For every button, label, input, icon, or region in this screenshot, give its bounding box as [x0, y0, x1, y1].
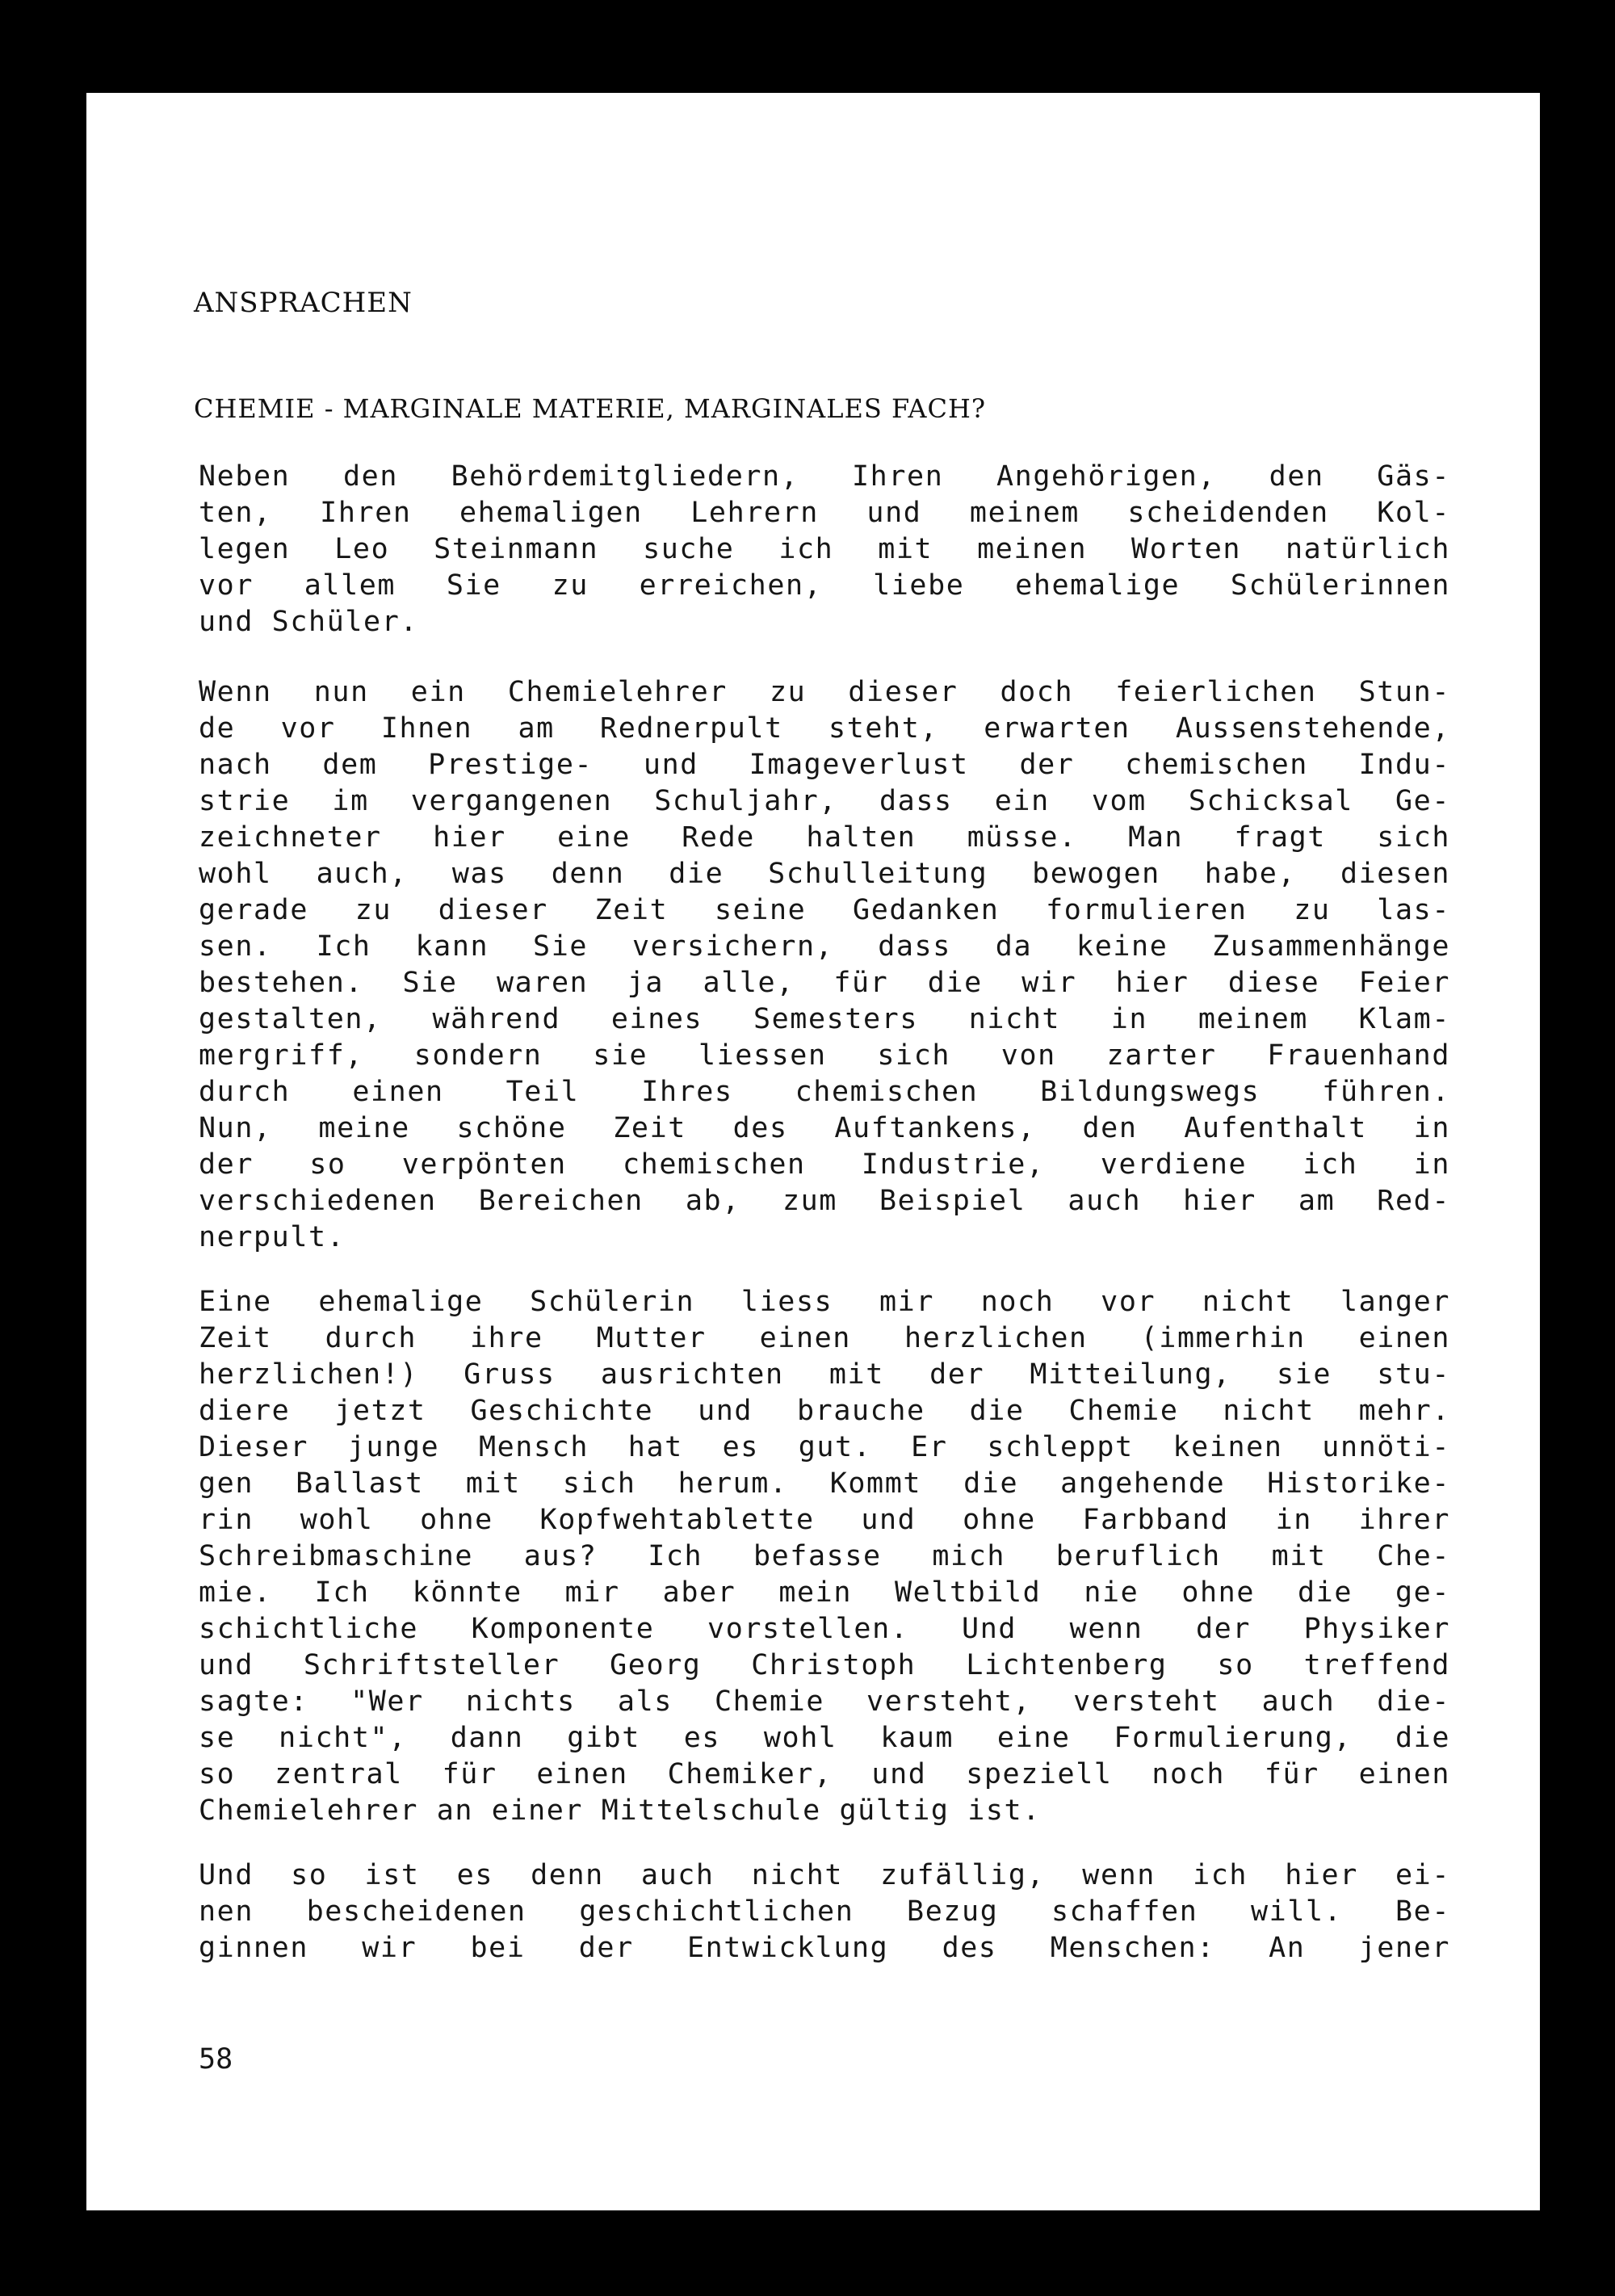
- text-line: Nun, meine schöne Zeit des Auftankens, den Aufenthalt in: [199, 1112, 1450, 1144]
- text-line: ginnen wir bei der Entwicklung des Menschen: An jener: [199, 1932, 1450, 1964]
- text-line: nen bescheidenen geschichtlichen Bezug schaffen will. Be-: [199, 1895, 1450, 1928]
- text-line: nach dem Prestige- und Imageverlust der chemischen Indu-: [199, 749, 1450, 781]
- text-line: gerade zu dieser Zeit seine Gedanken formulieren zu las-: [199, 894, 1450, 926]
- text-line: gestalten, während eines Semesters nicht in meinem Klam-: [199, 1003, 1450, 1035]
- text-line: sen. Ich kann Sie versichern, dass da keine Zusammenhänge: [199, 930, 1450, 963]
- paragraph-1: [199, 459, 1450, 640]
- text-line: de vor Ihnen am Rednerpult steht, erwarten Aussenstehende,: [199, 712, 1450, 745]
- text-line: und Schüler.: [199, 606, 419, 638]
- text-line: mie. Ich könnte mir aber mein Weltbild nie ohne die ge-: [199, 1576, 1450, 1609]
- text-line: Eine ehemalige Schülerin liess mir noch vor nicht langer: [199, 1286, 1450, 1318]
- text-line: Zeit durch ihre Mutter einen herzlichen (immerhin einen: [199, 1322, 1450, 1354]
- text-line: durch einen Teil Ihres chemischen Bildungswegs führen.: [199, 1076, 1450, 1108]
- text-line: se nicht", dann gibt es wohl kaum eine Formulierung, die: [199, 1722, 1450, 1754]
- text-line: und Schriftsteller Georg Christoph Lichtenberg so treffend: [199, 1649, 1450, 1681]
- text-line: Und so ist es denn auch nicht zufällig, wenn ich hier ei-: [199, 1859, 1450, 1891]
- text-line: sagte: "Wer nichts als Chemie versteht, versteht auch die-: [199, 1685, 1450, 1718]
- section-label: ANSPRACHEN: [194, 287, 413, 319]
- text-line: der so verpönten chemischen Industrie, verdiene ich in: [199, 1148, 1450, 1181]
- text-line: zeichneter hier eine Rede halten müsse. Man fragt sich: [199, 821, 1450, 854]
- text-line: gen Ballast mit sich herum. Kommt die angehende Historike-: [199, 1467, 1450, 1500]
- text-line: diere jetzt Geschichte und brauche die Chemie nicht mehr.: [199, 1395, 1450, 1427]
- text-line: bestehen. Sie waren ja alle, für die wir hier diese Feier: [199, 967, 1450, 999]
- paragraph-4: [199, 1857, 1450, 1967]
- text-line: schichtliche Komponente vorstellen. Und wenn der Physiker: [199, 1613, 1450, 1645]
- text-line: herzlichen!) Gruss ausrichten mit der Mitteilung, sie stu-: [199, 1358, 1450, 1391]
- text-line: ten, Ihren ehemaligen Lehrern und meinem scheidenden Kol-: [199, 497, 1450, 529]
- text-line: Chemielehrer an einer Mittelschule gültig ist.: [199, 1794, 1041, 1827]
- text-line: Schreibmaschine aus? Ich befasse mich beruflich mit Che-: [199, 1540, 1450, 1572]
- paragraph-2: [199, 674, 1450, 1256]
- text-line: verschiedenen Bereichen ab, zum Beispiel auch hier am Red-: [199, 1185, 1450, 1217]
- text-line: rin wohl ohne Kopfwehtablette und ohne Farbband in ihrer: [199, 1504, 1450, 1536]
- page-number: 58: [199, 2043, 233, 2076]
- text-line: Dieser junge Mensch hat es gut. Er schleppt keinen unnöti-: [199, 1431, 1450, 1463]
- text-line: so zentral für einen Chemiker, und speziell noch für einen: [199, 1758, 1450, 1790]
- text-line: nerpult.: [199, 1221, 346, 1253]
- text-line: Neben den Behördemitgliedern, Ihren Angehörigen, den Gäs-: [199, 460, 1450, 493]
- text-line: wohl auch, was denn die Schulleitung bewogen habe, diesen: [199, 858, 1450, 890]
- text-line: mergriff, sondern sie liessen sich von zarter Frauenhand: [199, 1039, 1450, 1072]
- text-line: legen Leo Steinmann suche ich mit meinen Worten natürlich: [199, 533, 1450, 565]
- text-line: Wenn nun ein Chemielehrer zu dieser doch feierlichen Stun-: [199, 676, 1450, 708]
- text-line: vor allem Sie zu erreichen, liebe ehemalige Schülerinnen: [199, 569, 1450, 602]
- text-line: strie im vergangenen Schuljahr, dass ein vom Schicksal Ge-: [199, 785, 1450, 817]
- article-title: CHEMIE - MARGINALE MATERIE, MARGINALES FACH?: [194, 393, 987, 424]
- paragraph-3: [199, 1284, 1450, 1829]
